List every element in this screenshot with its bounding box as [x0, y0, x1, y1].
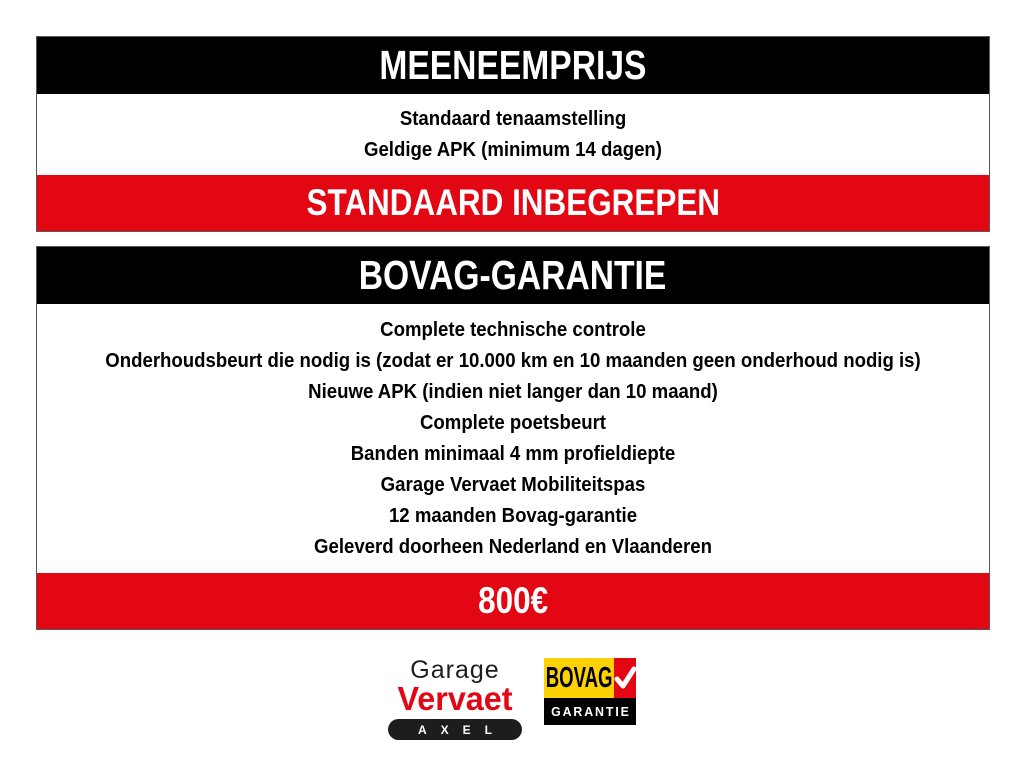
bovag-logo-yellow-panel [544, 658, 614, 698]
meeneemprijs-header [37, 37, 989, 94]
list-item: Standaard tenaamstelling [399, 108, 627, 130]
check-icon [614, 665, 636, 691]
meeneemprijs-title: MEENEEMPRIJS [379, 42, 647, 88]
garage-vervaet-logo [388, 658, 522, 740]
bovag-garantie-body [37, 304, 989, 573]
list-item: Nieuwe APK (indien niet langer dan 10 maand) [308, 381, 718, 403]
list-item: Complete poetsbeurt [419, 412, 607, 434]
footer-logos [0, 658, 1024, 740]
garage-logo-line1: Garage [410, 656, 500, 684]
meeneemprijs-card [36, 36, 990, 232]
bovag-logo-red-panel [614, 658, 636, 698]
bovag-garantie-card [36, 246, 990, 630]
list-item: Banden minimaal 4 mm profieldiepte [350, 443, 676, 465]
bovag-logo-top [544, 658, 636, 698]
bovag-garantie-title: BOVAG-GARANTIE [359, 252, 667, 298]
bovag-logo-garantie-label: GARANTIE [551, 704, 631, 719]
price-band [37, 573, 989, 629]
list-item: Geleverd doorheen Nederland en Vlaanderen [314, 536, 712, 558]
list-item: Complete technische controle [380, 319, 646, 341]
list-item: Geldige APK (minimum 14 dagen) [363, 139, 662, 161]
axel-badge [388, 719, 522, 740]
list-item: Garage Vervaet Mobiliteitspas [380, 474, 646, 496]
standaard-inbegrepen-label: STANDAARD INBEGREPEN [306, 182, 720, 223]
bovag-logo-wordmark: BOVAG [545, 661, 613, 694]
axel-badge-label: AXEL [417, 722, 506, 737]
list-item: 12 maanden Bovag-garantie [388, 505, 638, 527]
bovag-garantie-header [37, 247, 989, 304]
bovag-logo-bottom [544, 698, 636, 725]
meeneemprijs-body [37, 94, 989, 175]
price-label: 800€ [478, 580, 548, 621]
list-item: Onderhoudsbeurt die nodig is (zodat er 10.000 km en 10 maanden geen onderhoud nodig is) [105, 350, 921, 372]
bovag-garantie-logo [544, 658, 636, 725]
standaard-inbegrepen-band [37, 175, 989, 231]
garage-logo-line2: Vervaet [397, 680, 513, 717]
